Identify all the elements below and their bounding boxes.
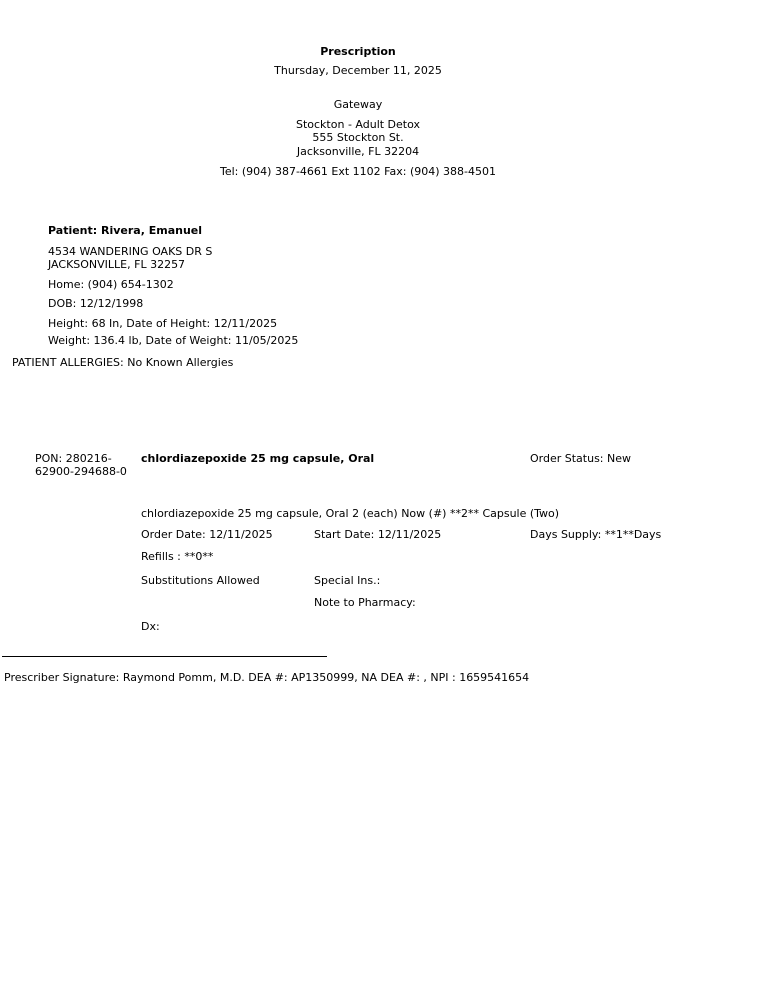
facility-address-line2: Jacksonville, FL 32204 [296,145,420,158]
patient-name: Patient: Rivera, Emanuel [48,224,203,237]
drug-title: chlordiazepoxide 25 mg capsule, Oral [141,452,375,465]
pon-line2: 62900-294688-0 [35,465,127,478]
note-to-pharmacy: Note to Pharmacy: [314,596,416,609]
document-title: Prescription [320,45,396,58]
special-instructions: Special Ins.: [314,574,381,587]
pon-line1: PON: 280216- [35,452,112,465]
prescriber-signature: Prescriber Signature: Raymond Pomm, M.D. DEA #: AP1350999, NA DEA #: , NPI : 1659541654 [4,671,530,684]
order-date: Order Date: 12/11/2025 [141,528,273,541]
start-date: Start Date: 12/11/2025 [314,528,442,541]
facility-contact: Tel: (904) 387-4661 Ext 1102 Fax: (904) 388-4501 [220,165,496,178]
patient-allergies: PATIENT ALLERGIES: No Known Allergies [12,356,234,369]
document-date: Thursday, December 11, 2025 [274,64,442,77]
facility-address-line1: 555 Stockton St. [312,131,404,144]
order-status: Order Status: New [530,452,632,465]
substitutions: Substitutions Allowed [141,574,260,587]
patient-home-phone: Home: (904) 654-1302 [48,278,174,291]
signature-rule [2,656,327,657]
patient-weight: Weight: 136.4 lb, Date of Weight: 11/05/2025 [48,334,299,347]
diagnosis: Dx: [141,620,160,633]
facility-name: Stockton - Adult Detox [295,118,421,131]
patient-height: Height: 68 In, Date of Height: 12/11/2025 [48,317,278,330]
patient-address-line2: JACKSONVILLE, FL 32257 [48,258,186,271]
organization-name: Gateway [333,98,383,111]
refills: Refills : **0** [141,550,214,563]
drug-sig: chlordiazepoxide 25 mg capsule, Oral 2 (each) Now (#) **2** Capsule (Two) [141,507,560,520]
days-supply: Days Supply: **1**Days [530,528,662,541]
patient-dob: DOB: 12/12/1998 [48,297,144,310]
patient-address-line1: 4534 WANDERING OAKS DR S [48,245,213,258]
